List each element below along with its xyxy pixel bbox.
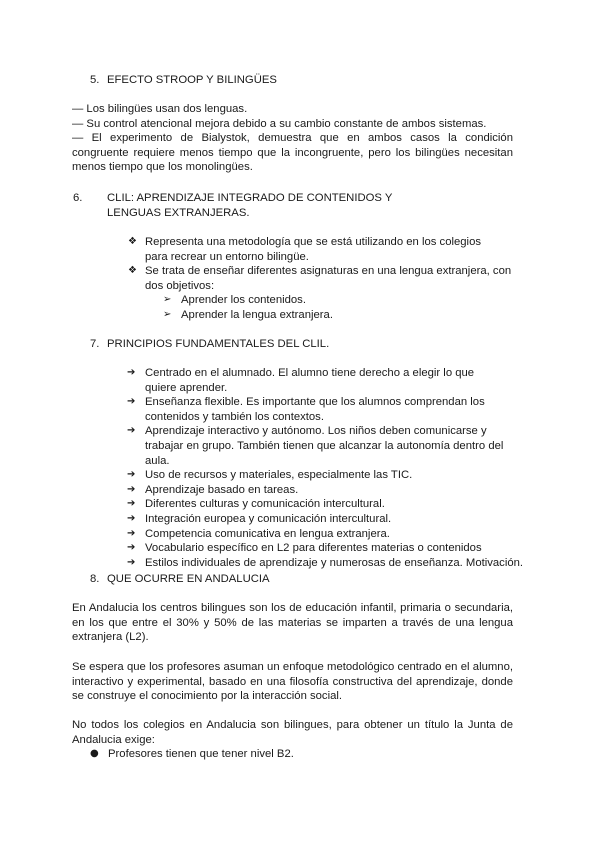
- arrow-right-icon: ➔: [127, 425, 136, 437]
- list-item: [0, 512, 600, 527]
- section-7-title: PRINCIPIOS FUNDAMENTALES DEL CLIL.: [107, 338, 330, 350]
- list-item-text: Vocabulario específico en L2 para diferentes materias o contenidos: [145, 542, 482, 555]
- list-item: [0, 747, 600, 762]
- section-6-heading: [73, 191, 437, 220]
- section-7-heading: [90, 337, 510, 352]
- section-5-body: [72, 102, 513, 175]
- list-item: [0, 264, 525, 293]
- list-item: [0, 366, 507, 395]
- arrow-right-icon: ➔: [127, 367, 136, 378]
- list-item: [0, 541, 600, 556]
- section-5-heading: [90, 73, 510, 88]
- list-item-text: Uso de recursos y materiales, especialmente las TIC.: [145, 469, 413, 482]
- list-item: [0, 424, 510, 468]
- list-item-text: Representa una metodología que se está utilizando en los colegios para recrear un entorno bilingüe.: [145, 236, 481, 263]
- section-8-requirements-list: [0, 747, 600, 762]
- section-8-heading: [90, 572, 510, 587]
- list-item: [0, 527, 600, 542]
- section-8-title: QUE OCURRE EN ANDALUCIA: [107, 573, 270, 585]
- arrowhead-bullet-icon: ➢: [163, 294, 172, 306]
- list-item-text: Diferentes culturas y comunicación intercultural.: [145, 498, 385, 511]
- diamond-bullet-icon: ❖: [128, 236, 137, 247]
- section-7-number: 7.: [90, 338, 100, 350]
- list-item-text: Competencia comunicativa en lengua extranjera.: [145, 527, 390, 540]
- list-item: [0, 483, 600, 498]
- arrow-right-icon: ➔: [127, 556, 136, 568]
- section-8-number: 8.: [90, 573, 100, 585]
- section-5-line: — El experimento de Bialystok, demuestra que en ambos casos la condición congruente requiere menos tiempo que la incongruente, pero los bilingües necesitan menos tiempo que los monolingües.: [72, 132, 513, 174]
- diamond-bullet-icon: ❖: [128, 265, 137, 277]
- section-5-line: — Su control atencional mejora debido a su cambio constante de ambos sistemas.: [72, 117, 487, 130]
- section-6-number: 6.: [73, 192, 83, 204]
- section-8-paragraph-3: No todos los colegios en Andalucia son bilingues, para obtener un título la Junta de Andalucia exige:: [72, 719, 513, 746]
- list-item-text: Aprender la lengua extranjera.: [181, 308, 333, 321]
- arrow-right-icon: ➔: [127, 396, 136, 408]
- arrow-right-icon: ➔: [127, 527, 136, 539]
- section-5-title: EFECTO STROOP Y BILINGÜES: [107, 74, 277, 86]
- section-6-bullet-list: [0, 235, 600, 323]
- list-item-text: Se trata de enseñar diferentes asignaturas en una lengua extranjera, con dos objetivos:: [145, 265, 512, 292]
- arrow-right-icon: ➔: [127, 512, 136, 524]
- list-item-text: Profesores tienen que tener nivel B2.: [108, 748, 294, 760]
- list-item-text: Centrado en el alumnado. El alumno tiene derecho a elegir lo que quiere aprender.: [145, 367, 475, 394]
- list-item: [0, 235, 505, 264]
- section-8-paragraph-1: En Andalucia los centros bilingues son los de educación infantil, primaria o secundaria, en los que entre el 30% y 50% de las materias se imparten a través de una lengua extranjera (L2).: [72, 602, 513, 644]
- list-item: [0, 293, 600, 308]
- section-5-line: — Los bilingües usan dos lenguas.: [72, 103, 248, 115]
- list-item-text: Aprendizaje basado en tareas.: [145, 483, 299, 496]
- arrow-right-icon: ➔: [127, 542, 136, 554]
- round-bullet-icon: ●: [90, 748, 99, 759]
- section-8-paragraph-2: Se espera que los profesores asuman un enfoque metodológico centrado en el alumno, interactivo y experimental, basado en una filosofía constructiva del aprendizaje, donde se construye el conocimiento por la interacción social.: [72, 661, 513, 703]
- list-item: [0, 468, 600, 483]
- list-item: [0, 308, 600, 323]
- list-item-text: Integración europea y comunicación intercultural.: [145, 512, 392, 525]
- list-item-text: Aprendizaje interactivo y autónomo. Los niños deben comunicarse y trabajar en grupo. También tienen que alcanzar la autonomía dentro del aula.: [145, 425, 504, 467]
- arrow-right-icon: ➔: [127, 469, 136, 481]
- section-6-title: CLIL: APRENDIZAJE INTEGRADO DE CONTENIDOS Y LENGUAS EXTRANJERAS.: [107, 192, 393, 219]
- arrowhead-bullet-icon: ➢: [163, 308, 172, 320]
- arrow-right-icon: ➔: [127, 483, 136, 495]
- section-5-number: 5.: [90, 74, 100, 86]
- arrow-right-icon: ➔: [127, 498, 136, 510]
- list-item: [0, 497, 600, 512]
- list-item-text: Estilos individuales de aprendizaje y numerosas de enseñanza. Motivación.: [145, 556, 524, 569]
- list-item-text: Enseñanza flexible. Es importante que los alumnos comprendan los contenidos y también los contextos.: [145, 396, 485, 423]
- list-item-text: Aprender los contenidos.: [181, 294, 306, 307]
- list-item: [0, 395, 485, 424]
- list-item: [0, 556, 600, 571]
- section-7-arrow-list: [0, 366, 600, 570]
